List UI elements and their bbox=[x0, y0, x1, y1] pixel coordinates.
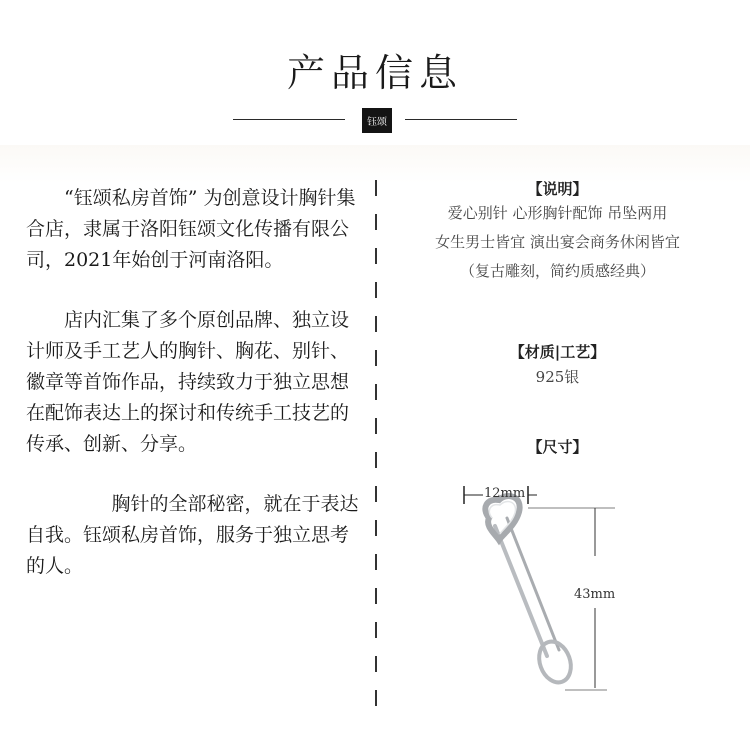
description-label: 【说明】 bbox=[527, 180, 588, 198]
pin-coil bbox=[534, 637, 577, 687]
pin-shaft bbox=[495, 526, 547, 656]
description-line: 女生男士皆宜 演出宴会商务休闲皆宜 bbox=[435, 233, 680, 251]
pin-shaft bbox=[507, 518, 559, 650]
brand-logo: 钰颂 bbox=[362, 108, 392, 133]
column-divider bbox=[375, 180, 377, 715]
material-value: 925银 bbox=[535, 368, 580, 386]
description-line: （复古雕刻，简约质感经典） bbox=[459, 262, 655, 280]
material-label: 【材质|工艺】 bbox=[509, 343, 606, 361]
material-section bbox=[390, 341, 725, 387]
description-section bbox=[390, 178, 725, 286]
title-divider-left bbox=[233, 119, 345, 120]
intro-paragraph: “钰颂私房首饰” 为创意设计胸针集合店，隶属于洛阳钰颂文化传播有限公司，2021年始创于河南洛阳。 bbox=[26, 187, 356, 271]
title-divider-right bbox=[405, 119, 517, 120]
intro-paragraph: 店内汇集了多个原创品牌、独立设计师及手工艺人的胸针、胸花、别针、徽章等首饰作品，持续致力于独立思想在配饰表达上的探讨和传统手工技艺的传承、创新、分享。 bbox=[26, 309, 350, 455]
size-section bbox=[390, 436, 725, 457]
length-dimension-label: 43mm bbox=[574, 587, 616, 602]
width-dimension-label: 12mm bbox=[484, 486, 526, 501]
description-line: 爱心别针 心形胸针配饰 吊坠两用 bbox=[447, 204, 668, 222]
product-specs bbox=[390, 178, 725, 456]
intro-paragraph: 胸针的全部秘密，就在于表达自我。钰颂私房首饰，服务于独立思考的人。 bbox=[26, 493, 359, 577]
size-label: 【尺寸】 bbox=[527, 438, 588, 456]
brand-intro bbox=[26, 183, 366, 611]
page-title: 产品信息 bbox=[286, 51, 463, 95]
